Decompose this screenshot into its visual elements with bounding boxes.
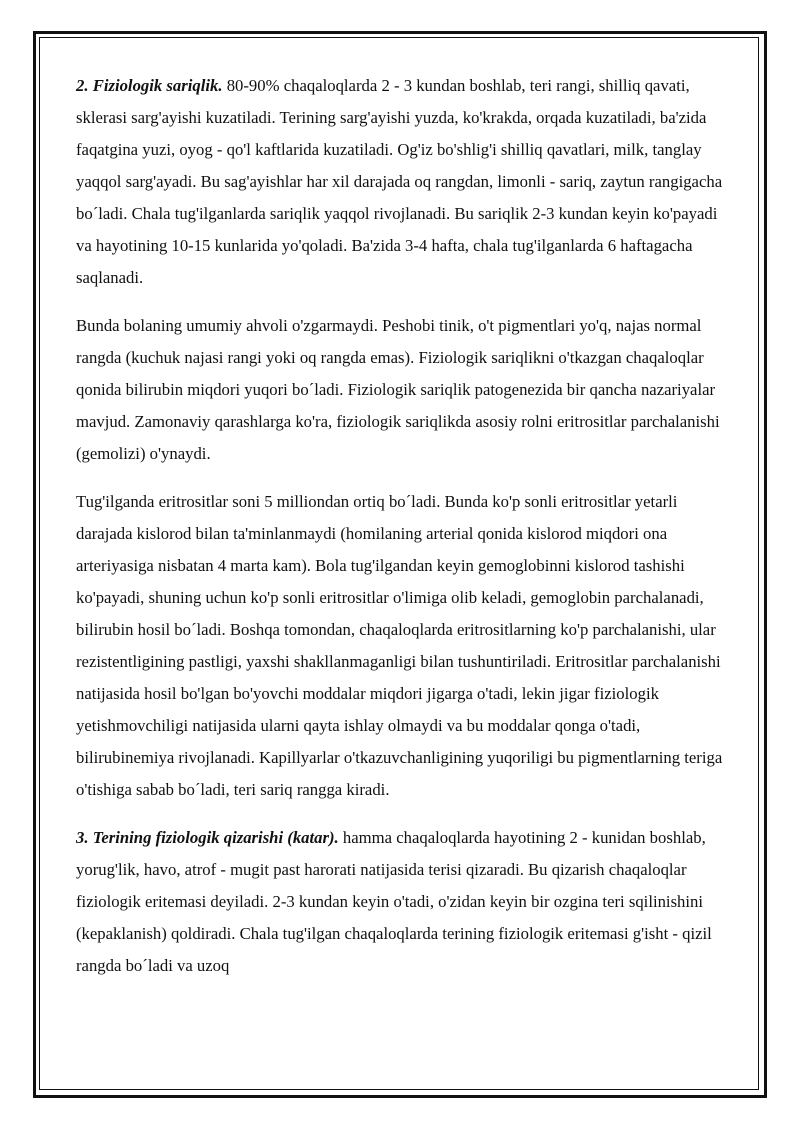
- section-2-paragraph-2: Bunda bolaning umumiy ahvoli o'zgarmaydi. Peshobi tinik, o't pigmentlari yo'q, najas normal rangda (kuchuk najasi rangi yoki oq rangda emas). Fiziologik sariqlikni o'tkazgan chaqaloqlar qonida bilirubin miqdori yuqori bo´ladi. Fiziologik sariqlik patogenezida bir qancha nazariyalar mavjud. Zamonaviy qarashlarga ko'ra, fiziologik sariqlikda asosiy rolni eritrositlar parchalanishi (gemolizi) o'ynaydi.: [76, 316, 720, 463]
- section-2-paragraph-1: [76, 70, 724, 294]
- section-2-paragraph-3: Tug'ilganda eritrositlar soni 5 milliondan ortiq bo´ladi. Bunda ko'p sonli eritrositlar yetarli darajada kislorod bilan ta'minlanmaydi (homilaning arterial qonida kislorod miqdori ona arteriyasiga nisbatan 4 marta kam). Bola tug'ilgandan keyin gemoglobinni kislorod tashishi ko'payadi, shuning uchun ko'p sonli eritrositlar o'limiga olib keladi, gemoglobin parchalanadi, bilirubin hosil bo´ladi. Boshqa tomondan, chaqaloqlarda eritrositlarning ko'p parchalanishi, ular rezistentligining pastligi, yaxshi shakllanmaganligi bilan tushuntiriladi. Eritrositlar parchalanishi natijasida hosil bo'lgan bo'yovchi moddalar miqdori jigarga o'tadi, lekin jigar fiziologik yetishmovchiligi natijasida ularni qayta ishlay olmaydi va bu moddalar qonga o'tadi, bilirubinemiya rivojlanadi. Kapillyarlar o'tkazuvchanligining yuqoriligi bu pigmentlarning teriga o'tishiga sabab bo´ladi, teri sariq rangga kiradi.: [76, 492, 723, 799]
- section-3-paragraph-1: [76, 822, 724, 982]
- document-body: [76, 70, 724, 998]
- section-3-text: hamma chaqaloqlarda hayotining 2 - kunidan boshlab, yorug'lik, havo, atrof - mugit past harorati natijasida terisi qizaradi. Bu qizarish chaqaloqlar fiziologik eritemasi deyiladi. 2-3 kundan keyin o'tadi, o'zidan keyin bir ozgina teri sqilinishini (kepaklanish) qoldiradi. Chala tug'ilgan chaqaloqlarda terining fiziologik eritemasi g'isht - qizil rangda bo´ladi va uzoq: [76, 828, 712, 975]
- section-2-text: 80-90% chaqaloqlarda 2 - 3 kundan boshlab, teri rangi, shilliq qavati, sklerasi sarg'ayishi kuzatiladi. Terining sarg'ayishi yuzda, ko'krakda, orqada kuzatiladi, ba'zida faqatgina yuzi, oyog - qo'l kaftlarida kuzatiladi. Og'iz bo'shlig'i shilliq qavatlari, milk, tanglay yaqqol sarg'ayadi. Bu sag'ayishlar har xil darajada oq rangdan, limonli - sariq, zaytun rangigacha bo´ladi. Chala tug'ilganlarda sariqlik yaqqol rivojlanadi. Bu sariqlik 2-3 kundan keyin ko'payadi va hayotining 10-15 kunlarida yo'qoladi. Ba'zida 3-4 hafta, chala tug'ilganlarda 6 haftagacha saqlanadi.: [76, 76, 723, 287]
- section-3-heading: 3. Terining fiziologik qizarishi (katar).: [76, 828, 339, 847]
- section-2-heading: 2. Fiziologik sariqlik.: [76, 76, 223, 95]
